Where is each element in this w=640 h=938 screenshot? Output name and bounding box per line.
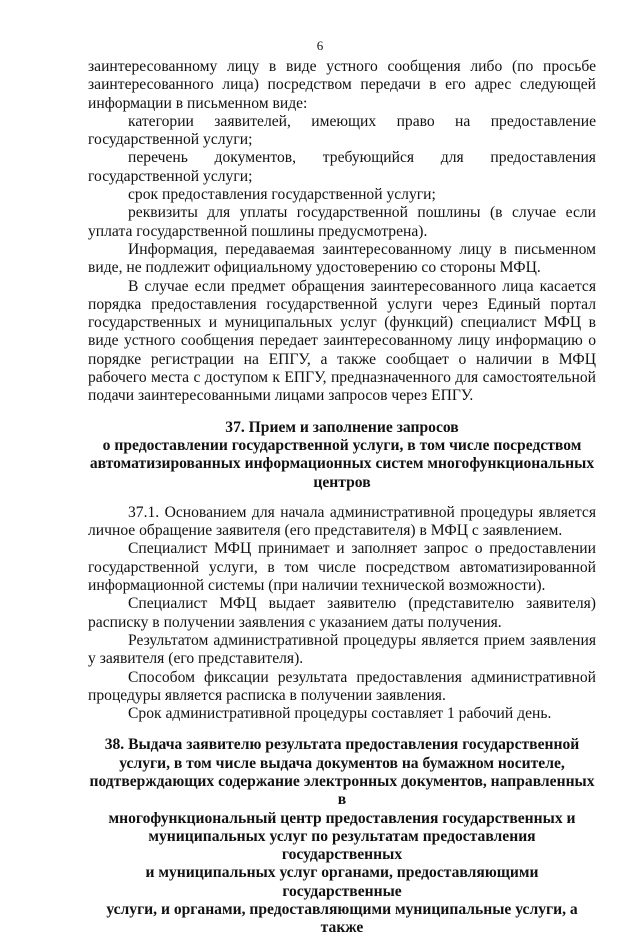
- heading-line: 38. Выдача заявителю результата предоставления государственной: [104, 736, 580, 754]
- paragraph: срок предоставления государственной услуги;: [128, 186, 436, 204]
- heading-line: подтверждающих содержание электронных документов, направленных в: [89, 772, 595, 809]
- page-number: 6: [316, 38, 324, 53]
- heading-line: услуги, и органами, предоставляющими муниципальные услуги, а также: [106, 901, 578, 937]
- paragraph: Специалист МФЦ выдает заявителю (представителю заявителя) расписку в получении заявления с указанием даты получения.: [88, 595, 596, 631]
- paragraph: Результатом административной процедуры является прием заявления у заявителя (его представителя).: [88, 631, 596, 668]
- section-37-heading: [88, 419, 596, 492]
- heading-line: центров: [313, 473, 371, 491]
- heading-line: услуги, в том числе выдача документов на бумажном носителе,: [119, 754, 565, 772]
- paragraph: 37.1. Основанием для начала административной процедуры является личное обращение заявителя (его представителя) в МФЦ с заявлением.: [88, 503, 596, 540]
- paragraph: Специалист МФЦ принимает и заполняет запрос о предоставлении государственной услуги, в том числе посредством автоматизированной информационной системы (при наличии технической возможности).: [88, 540, 596, 595]
- document-body: [88, 58, 596, 938]
- paragraph: заинтересованному лицу в виде устного сообщения либо (по просьбе заинтересованного лица) посредством передачи в его адрес следующей информации в письменном виде:: [88, 58, 596, 112]
- paragraph: категории заявителей, имеющих право на предоставление государственной услуги;: [88, 112, 596, 149]
- section-38-heading: [88, 736, 596, 937]
- paragraph: реквизиты для уплаты государственной пошлины (в случае если уплата государственной пошлины предусмотрена).: [88, 204, 596, 240]
- heading-line: автоматизированных информационных систем многофункциональных: [89, 455, 595, 473]
- heading-line: о предоставлении государственной услуги, в том числе посредством: [102, 436, 582, 454]
- paragraph: Срок административной процедуры составляет 1 рабочий день.: [128, 705, 552, 723]
- heading-line: многофункциональный центр предоставления государственных и: [108, 809, 576, 827]
- paragraph: В случае если предмет обращения заинтересованного лица касается порядка предоставления государственной услуги через Единый портал государственных и муниципальных услуг (функций) специалист МФЦ в виде устного сообщения передает заинтересованному лицу информацию о порядке регистрации на ЕПГУ, а также сообщает о наличии в МФЦ рабочего места с доступом к ЕПГУ, предназначенного для самостоятельной подачи заинтересованными лицами запросов через ЕПГУ.: [88, 277, 596, 405]
- paragraph: перечень документов, требующийся для предоставления государственной услуги;: [88, 149, 596, 185]
- paragraph: Информация, передаваемая заинтересованному лицу в письменном виде, не подлежит официальному удостоверению со стороны МФЦ.: [88, 240, 596, 277]
- heading-line: 37. Прием и заполнение запросов: [225, 418, 459, 436]
- heading-line: и муниципальных услуг органами, предоставляющими государственные: [145, 864, 539, 900]
- heading-line: муниципальных услуг по результатам предоставления государственных: [148, 827, 536, 864]
- paragraph: Способом фиксации результата предоставления административной процедуры является расписка в получении заявления.: [88, 668, 596, 704]
